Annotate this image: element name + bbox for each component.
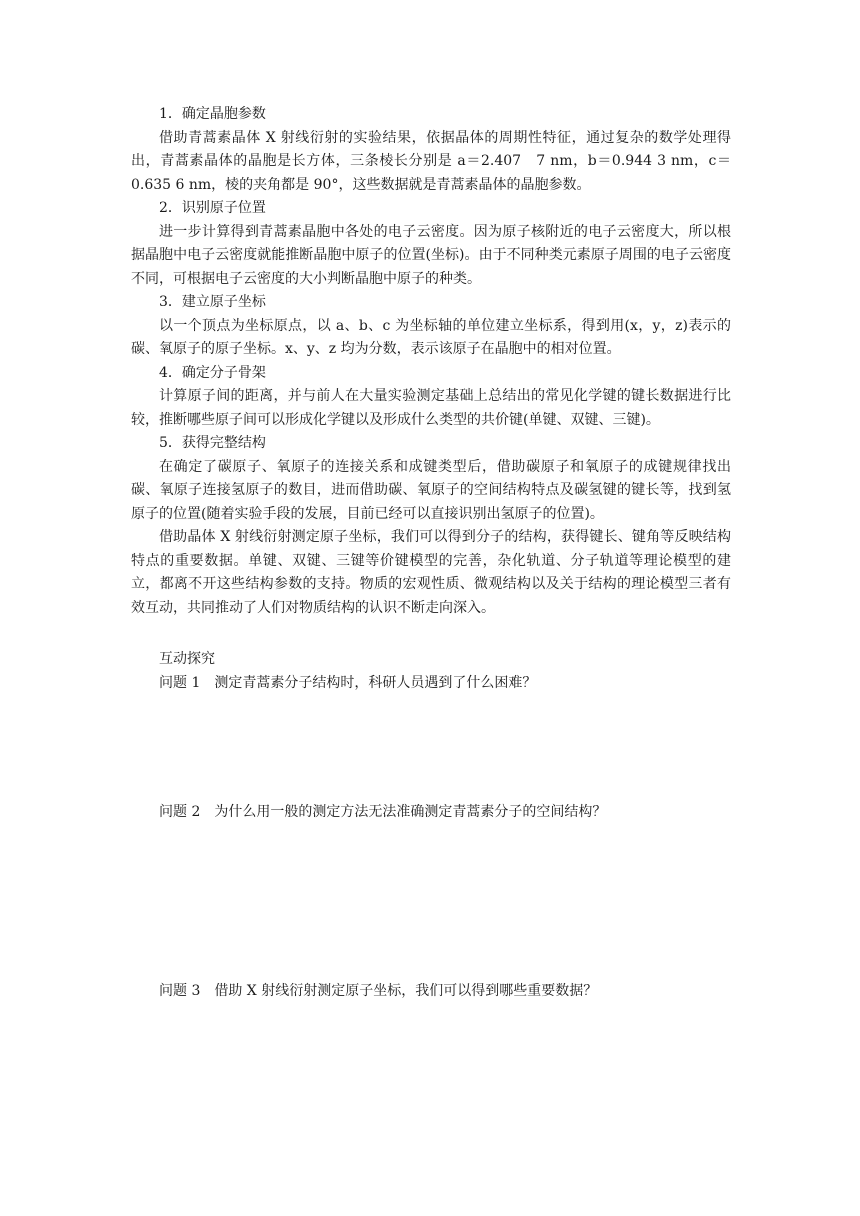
answer-space-1 — [131, 695, 731, 801]
section-text-3: 以一个顶点为坐标原点，以 a、b、c 为坐标轴的单位建立坐标系，得到用(x，y，z)表示的碳、氧原子的原子坐标。x、y、z 均为分数，表示该原子在晶胞中的相对位置。 — [131, 317, 731, 357]
summary-paragraph: 借助晶体 X 射线衍射测定原子坐标，我们可以得到分子的结构，获得键长、键角等反映结构特点的重要数据。单键、双键、三键等价键模型的完善，杂化轨道、分子轨道等理论模型的建立，都离不开这些结构参数的支持。物质的宏观性质、微观结构以及关于结构的理论模型三者有效互动，共同推动了人们对物质结构的认识不断走向深入。 — [131, 529, 731, 616]
answer-space-2 — [131, 825, 731, 980]
question-1: 问题 1 测定青蒿素分子结构时，科研人员遇到了什么困难？ — [159, 674, 537, 691]
section-text-5: 在确定了碳原子、氧原子的连接关系和成键类型后，借助碳原子和氧原子的成键规律找出碳、氧原子连接氢原子的数目，进而借助碳、氧原子的空间结构特点及碳氢键的键长等，找到氢原子的位置(随着实验手段的发展，目前已经可以直接识别出氢原子的位置)。 — [131, 458, 731, 522]
interactive-title: 互动探究 — [159, 651, 215, 667]
section-heading-5: 5．获得完整结构 — [159, 435, 266, 451]
section-heading-4: 4．确定分子骨架 — [159, 364, 266, 381]
section-heading-3: 3．建立原子坐标 — [159, 294, 266, 310]
question-2: 问题 2 为什么用一般的测定方法无法准确测定青蒿素分子的空间结构？ — [159, 804, 607, 820]
section-text-4: 计算原子间的距离，并与前人在大量实验测定基础上总结出的常见化学键的键长数据进行比较，推断哪些原子间可以形成化学键以及形成什么类型的共价键(单键、双键、三键)。 — [131, 388, 731, 428]
spacer — [131, 620, 731, 648]
section-text-1: 借助青蒿素晶体 X 射线衍射的实验结果，依据晶体的周期性特征，通过复杂的数学处理得出，青蒿素晶体的晶胞是长方体，三条棱长分别是 a＝2.407 7 nm，b＝0.944 3 nm，c＝0.635 6 nm，棱的夹角都是 90°，这些数据就是青蒿素晶体的晶胞参数。 — [131, 129, 731, 193]
section-heading-2: 2．识别原子位置 — [159, 200, 266, 216]
section-text-2: 进一步计算得到青蒿素晶胞中各处的电子云密度。因为原子核附近的电子云密度大，所以根据晶胞中电子云密度就能推断晶胞中原子的位置(坐标)。由于不同种类元素原子周围的电子云密度不同，可根据电子云密度的大小判断晶胞中原子的种类。 — [131, 223, 731, 287]
document-page — [131, 103, 731, 1003]
question-3: 问题 3 借助 X 射线衍射测定原子坐标，我们可以得到哪些重要数据？ — [159, 982, 598, 999]
section-heading-1: 1．确定晶胞参数 — [159, 106, 266, 122]
